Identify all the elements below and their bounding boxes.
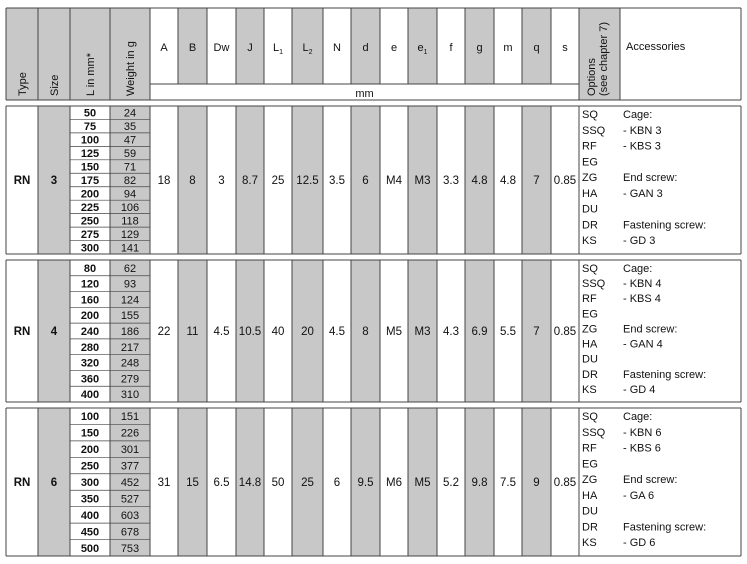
dim-value-cell: 50 (271, 477, 285, 489)
accessory-item: - KBS 3 (623, 140, 661, 153)
length-cell: 150 (80, 161, 100, 174)
dim-value-cell: 4.5 (213, 326, 230, 338)
weight-cell: 217 (120, 341, 140, 354)
length-cell: 80 (83, 262, 97, 275)
accessory-item: Cage: (623, 263, 653, 275)
option-code: HA (582, 338, 598, 351)
length-cell: 300 (80, 242, 100, 255)
option-code: SSQ (582, 124, 606, 137)
weight-cell: 301 (120, 444, 140, 457)
header-type: Type (17, 72, 29, 96)
size-cell: 4 (50, 326, 58, 338)
dim-value-cell: 20 (301, 326, 314, 338)
accessory-item: - GA 6 (623, 489, 655, 502)
weight-cell: 377 (120, 460, 140, 473)
accessory-item: - GD 6 (623, 537, 656, 550)
length-cell: 275 (80, 228, 100, 241)
option-code: RF (582, 293, 597, 306)
size-cell: 6 (50, 477, 58, 489)
dim-value-cell: 3.3 (443, 175, 459, 187)
dim-value-cell: 0.85 (553, 326, 577, 338)
header-dim-8: e (390, 42, 398, 54)
length-cell: 100 (80, 411, 100, 424)
weight-cell: 310 (120, 389, 140, 402)
accessory-item: - KBN 6 (623, 426, 662, 439)
length-cell: 250 (80, 215, 100, 228)
dim-value-cell: 9 (533, 477, 540, 489)
weight-cell: 248 (120, 357, 140, 370)
dim-value-cell: 7 (533, 326, 540, 338)
length-cell: 400 (80, 389, 100, 402)
option-code: KS (582, 235, 597, 248)
dim-value-cell: 0.85 (553, 477, 577, 489)
option-code: DU (582, 353, 598, 366)
dim-value-cell: 25 (301, 477, 314, 489)
option-code: DU (582, 505, 598, 518)
dim-value-cell: 7 (533, 175, 540, 187)
accessory-item: Fastening screw: (623, 521, 707, 534)
length-cell: 150 (80, 427, 100, 440)
length-cell: 100 (80, 134, 100, 147)
weight-cell: 24 (123, 107, 137, 120)
header-dim-9: $e_1$ (417, 42, 428, 56)
type-cell: RN (13, 326, 31, 338)
weight-cell: 603 (120, 509, 140, 522)
dim-value-cell: 25 (271, 175, 285, 187)
header-dim-12: m (503, 42, 513, 54)
accessory-item: - GAN 4 (623, 338, 663, 351)
weight-cell: 678 (120, 526, 140, 539)
header-dim-13: q (533, 42, 540, 54)
dim-value-cell: 40 (271, 326, 285, 338)
weight-cell: 47 (123, 134, 137, 147)
length-cell: 400 (80, 509, 100, 522)
weight-cell: 93 (123, 278, 137, 291)
header-dim-subscript: 2 (308, 49, 313, 56)
length-cell: 280 (80, 341, 100, 354)
dim-value-cell: 12.5 (296, 175, 319, 187)
dim-value-cell: M5 (386, 326, 402, 338)
header-accessories: Accessories (626, 41, 686, 53)
length-cell: 350 (80, 493, 100, 506)
option-code: DR (582, 521, 598, 534)
dim-value-cell: 8 (189, 175, 196, 187)
length-cell: 200 (80, 310, 100, 323)
header-dim-6: N (333, 42, 341, 54)
accessory-item: - KBS 4 (623, 293, 661, 306)
length-cell: 250 (80, 460, 100, 473)
dim-value-cell: M3 (414, 326, 431, 338)
option-code: EG (582, 156, 598, 169)
type-cell: RN (13, 175, 31, 187)
length-cell: 500 (80, 542, 100, 555)
option-code: HA (582, 489, 598, 502)
length-cell: 200 (80, 188, 100, 201)
header-dim-3: J (247, 42, 253, 54)
header-weight: Weight in g (125, 41, 137, 96)
header-length: L in mm* (85, 53, 97, 96)
dim-value-cell: 4.8 (471, 175, 488, 187)
header-dim-11: g (476, 42, 483, 54)
dim-value-cell: 6.9 (471, 326, 488, 338)
length-cell: 160 (80, 294, 100, 307)
accessory-item: - GD 3 (623, 235, 656, 248)
option-code: SQ (582, 263, 598, 275)
dim-value-cell: 3 (218, 175, 225, 187)
dim-value-cell: 0.85 (553, 175, 577, 187)
length-cell: 175 (80, 175, 100, 187)
option-code: EG (582, 458, 598, 471)
dim-value-cell: 7.5 (500, 477, 516, 489)
accessory-item: - KBN 3 (623, 124, 662, 137)
header-unit-mm: mm (355, 88, 374, 100)
header-dim-1: B (188, 42, 197, 54)
weight-cell: 129 (120, 228, 140, 241)
header-dim-0: A (160, 42, 168, 54)
weight-cell: 118 (121, 215, 139, 228)
dim-value-cell: 11 (186, 326, 199, 338)
weight-cell: 753 (120, 542, 140, 555)
header-dim-14: s (562, 42, 568, 54)
option-code: SQ (582, 411, 598, 423)
header-dim-7: d (362, 42, 369, 54)
option-code: SSQ (582, 426, 606, 439)
header-dim-subscript: 1 (423, 49, 428, 56)
dim-value-cell: 5.2 (443, 477, 459, 489)
weight-cell: 452 (120, 477, 140, 489)
weight-cell: 151 (120, 411, 140, 424)
dim-value-cell: 6.5 (213, 477, 230, 489)
option-code: RF (582, 140, 597, 153)
size-cell: 3 (50, 175, 58, 187)
header-dim-10: f (449, 42, 453, 54)
weight-cell: 62 (123, 262, 137, 275)
weight-cell: 141 (120, 242, 140, 255)
option-code: EG (582, 308, 598, 321)
weight-cell: 106 (120, 201, 140, 214)
length-cell: 450 (80, 526, 100, 539)
dim-value-cell: 8.7 (242, 175, 258, 187)
length-cell: 125 (80, 148, 100, 161)
option-code: SQ (582, 109, 598, 121)
length-cell: 120 (80, 278, 100, 291)
dim-value-cell: 6 (362, 175, 369, 187)
weight-cell: 71 (123, 161, 137, 174)
dim-value-cell: 4.5 (329, 326, 345, 338)
option-code: ZG (582, 172, 598, 185)
option-code: ZG (582, 323, 598, 336)
header-dim-4: $L_1$ (272, 42, 284, 56)
weight-cell: 35 (123, 121, 137, 134)
header-dim-subscript: 1 (279, 49, 284, 56)
accessory-item: Cage: (623, 109, 653, 121)
header-options-note: (see chapter 7) (598, 22, 610, 96)
weight-cell: 82 (123, 175, 137, 187)
length-cell: 75 (83, 121, 97, 134)
option-code: DR (582, 368, 598, 381)
weight-cell: 279 (120, 373, 140, 386)
accessory-item: Cage: (623, 411, 653, 423)
length-cell: 360 (80, 373, 100, 386)
length-cell: 225 (80, 201, 100, 214)
dim-value-cell: 4.3 (443, 326, 459, 338)
accessory-item: Fastening screw: (623, 219, 707, 232)
dim-value-cell: 9.5 (357, 477, 374, 489)
weight-cell: 155 (120, 310, 140, 323)
accessory-item: End screw: (623, 323, 678, 336)
type-cell: RN (13, 477, 31, 489)
dim-value-cell: M6 (386, 477, 402, 489)
header-options: Options (586, 58, 598, 96)
accessory-item: End screw: (623, 474, 678, 487)
option-code: KS (582, 383, 597, 396)
weight-cell: 226 (120, 427, 140, 440)
dim-value-cell: 18 (157, 175, 171, 187)
weight-cell: 124 (120, 294, 140, 307)
accessory-item: Fastening screw: (623, 368, 707, 381)
dim-value-cell: M5 (414, 477, 431, 489)
header-dim-5: $L_2$ (302, 42, 313, 56)
dim-value-cell: 9.8 (471, 477, 488, 489)
header-size: Size (49, 74, 61, 96)
weight-cell: 94 (123, 188, 137, 201)
option-code: ZG (582, 474, 598, 487)
option-code: SSQ (582, 278, 606, 291)
dim-value-cell: 15 (186, 477, 199, 489)
weight-cell: 59 (123, 148, 137, 161)
dim-value-cell: M3 (414, 175, 431, 187)
accessory-item: - KBS 6 (623, 442, 661, 455)
length-cell: 300 (80, 477, 100, 489)
dim-value-cell: 4.8 (500, 175, 516, 187)
accessory-item: - GD 4 (623, 383, 656, 396)
option-code: RF (582, 442, 597, 455)
dim-value-cell: 10.5 (238, 326, 262, 338)
dim-value-cell: 3.5 (329, 175, 345, 187)
dim-value-cell: 22 (157, 326, 171, 338)
option-code: KS (582, 537, 597, 550)
accessory-item: - KBN 4 (623, 278, 662, 291)
dim-value-cell: 31 (157, 477, 171, 489)
length-cell: 320 (80, 357, 100, 370)
dim-value-cell: M4 (386, 175, 402, 187)
accessory-item: - GAN 3 (623, 187, 663, 200)
accessory-item: End screw: (623, 172, 678, 185)
length-cell: 200 (80, 444, 100, 457)
header-dim-2: Dw (213, 42, 230, 54)
dim-value-cell: 5.5 (500, 326, 516, 338)
dim-value-cell: 8 (362, 326, 369, 338)
weight-cell: 186 (120, 326, 140, 338)
option-code: HA (582, 187, 598, 200)
dim-value-cell: 6 (333, 477, 341, 489)
length-cell: 50 (83, 107, 97, 120)
option-code: DR (582, 219, 598, 232)
dim-value-cell: 14.8 (238, 477, 262, 489)
length-cell: 240 (80, 326, 100, 338)
option-code: DU (582, 203, 598, 216)
weight-cell: 527 (120, 493, 140, 506)
